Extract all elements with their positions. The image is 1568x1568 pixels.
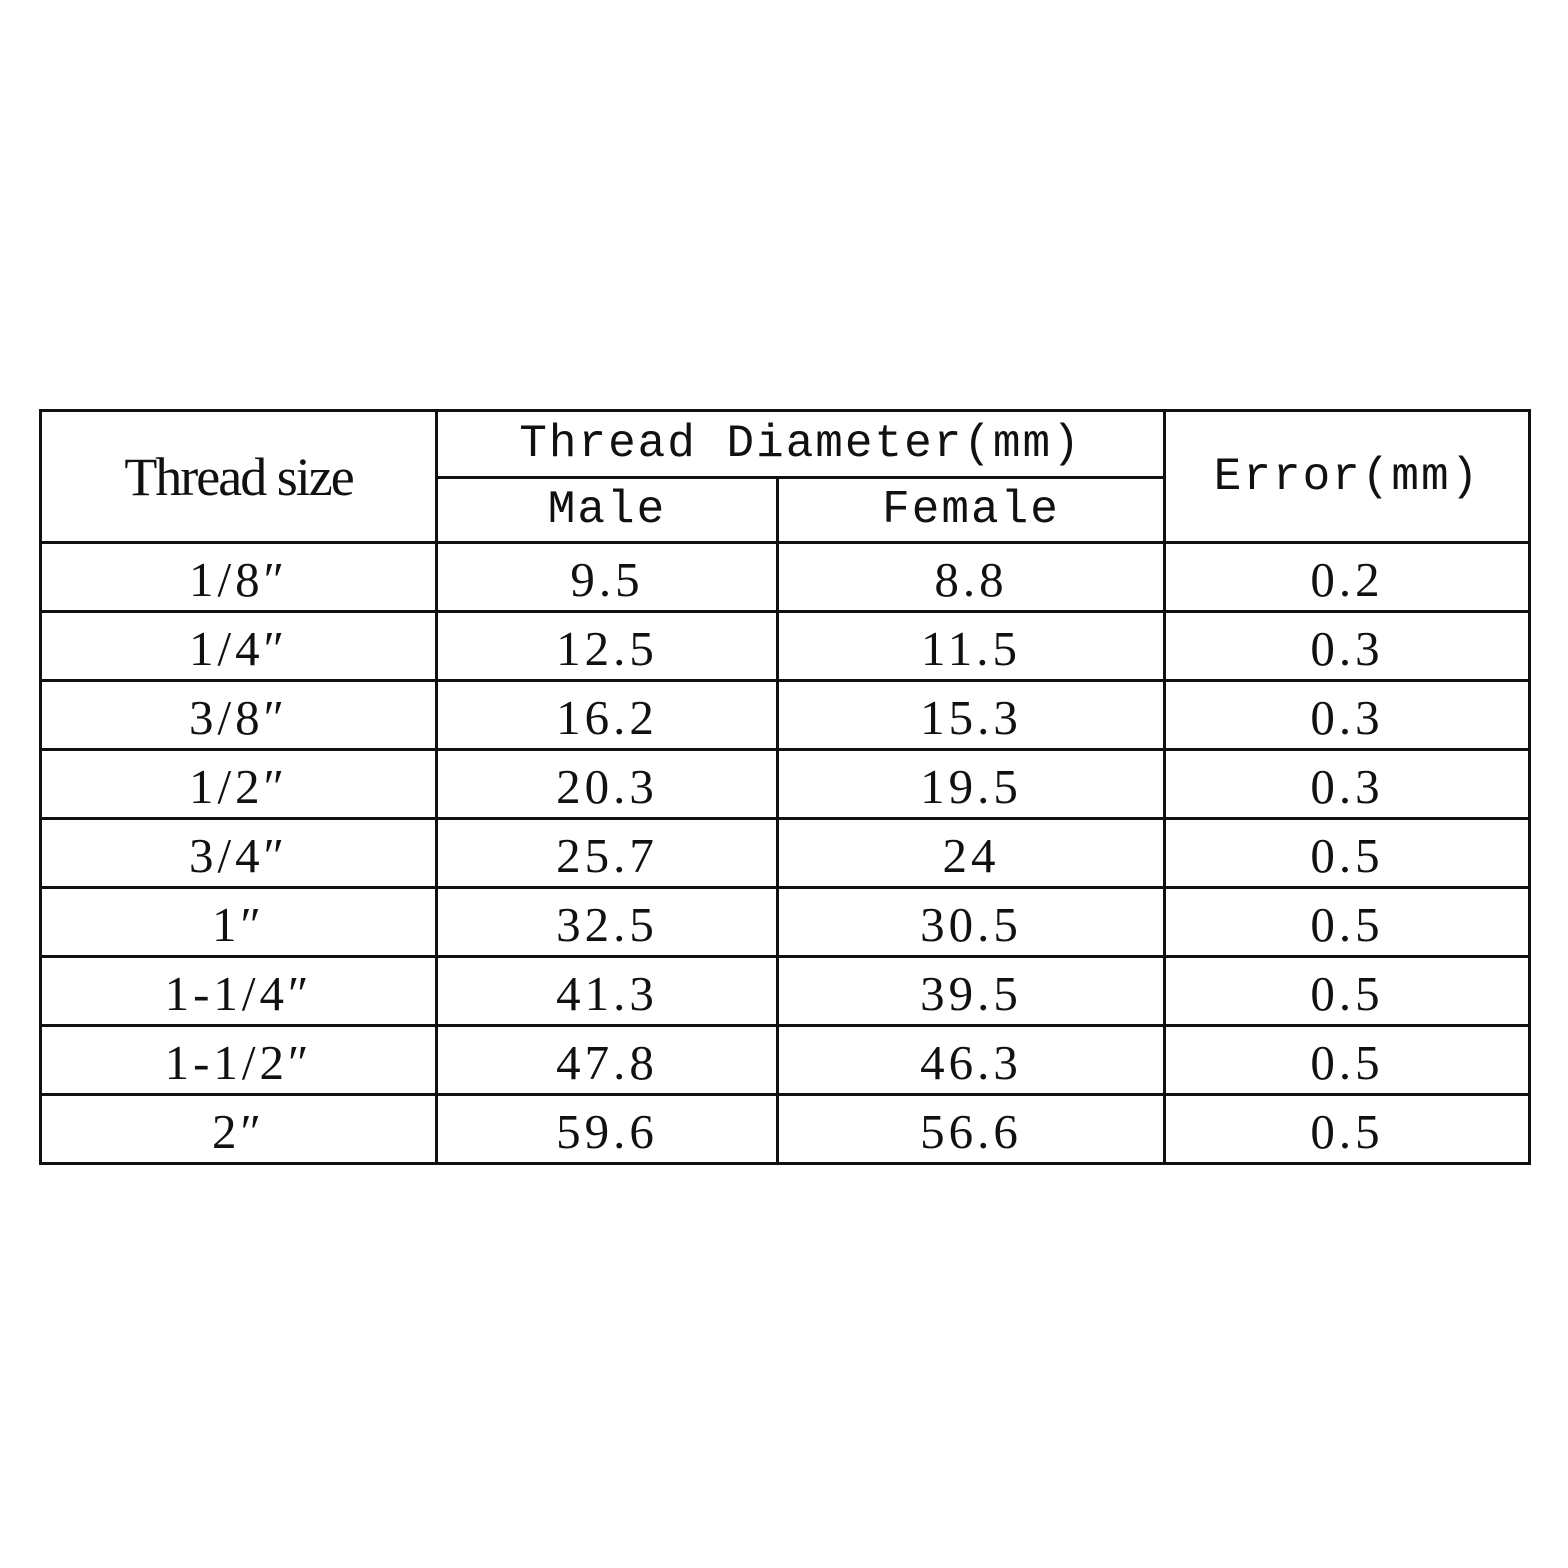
cell-thread-size: 1″ [41, 888, 437, 957]
table-row [41, 1026, 1530, 1095]
cell-female: 56.6 [778, 1095, 1165, 1164]
table-header [41, 411, 1530, 543]
cell-thread-size: 1/8″ [41, 543, 437, 612]
header-male: Male [437, 478, 778, 543]
cell-male: 16.2 [437, 681, 778, 750]
cell-thread-size: 1/4″ [41, 612, 437, 681]
thread-size-table-container [39, 409, 1528, 1165]
thread-size-table [39, 409, 1531, 1165]
cell-error: 0.5 [1165, 957, 1530, 1026]
cell-female: 8.8 [778, 543, 1165, 612]
cell-male: 47.8 [437, 1026, 778, 1095]
cell-thread-size: 3/8″ [41, 681, 437, 750]
table-row [41, 888, 1530, 957]
cell-male: 9.5 [437, 543, 778, 612]
cell-male: 12.5 [437, 612, 778, 681]
cell-female: 24 [778, 819, 1165, 888]
table-row [41, 819, 1530, 888]
table-row [41, 543, 1530, 612]
cell-error: 0.3 [1165, 612, 1530, 681]
cell-female: 19.5 [778, 750, 1165, 819]
cell-female: 30.5 [778, 888, 1165, 957]
cell-male: 20.3 [437, 750, 778, 819]
cell-thread-size: 2″ [41, 1095, 437, 1164]
cell-female: 39.5 [778, 957, 1165, 1026]
cell-error: 0.5 [1165, 819, 1530, 888]
cell-female: 11.5 [778, 612, 1165, 681]
cell-thread-size: 1-1/2″ [41, 1026, 437, 1095]
cell-error: 0.3 [1165, 681, 1530, 750]
cell-error: 0.5 [1165, 1095, 1530, 1164]
table-row [41, 681, 1530, 750]
cell-thread-size: 1/2″ [41, 750, 437, 819]
cell-error: 0.5 [1165, 1026, 1530, 1095]
cell-thread-size: 3/4″ [41, 819, 437, 888]
header-thread-diameter: Thread Diameter(mm) [437, 411, 1165, 478]
header-row-top [41, 411, 1530, 478]
cell-male: 41.3 [437, 957, 778, 1026]
table-row [41, 612, 1530, 681]
cell-female: 46.3 [778, 1026, 1165, 1095]
cell-error: 0.2 [1165, 543, 1530, 612]
table-row [41, 957, 1530, 1026]
cell-thread-size: 1-1/4″ [41, 957, 437, 1026]
cell-male: 25.7 [437, 819, 778, 888]
cell-error: 0.3 [1165, 750, 1530, 819]
cell-female: 15.3 [778, 681, 1165, 750]
table-row [41, 1095, 1530, 1164]
table-body [41, 543, 1530, 1164]
table-row [41, 750, 1530, 819]
cell-error: 0.5 [1165, 888, 1530, 957]
header-error: Error(mm) [1165, 411, 1530, 543]
cell-male: 32.5 [437, 888, 778, 957]
header-female: Female [778, 478, 1165, 543]
cell-male: 59.6 [437, 1095, 778, 1164]
header-thread-size: Thread size [41, 411, 437, 543]
